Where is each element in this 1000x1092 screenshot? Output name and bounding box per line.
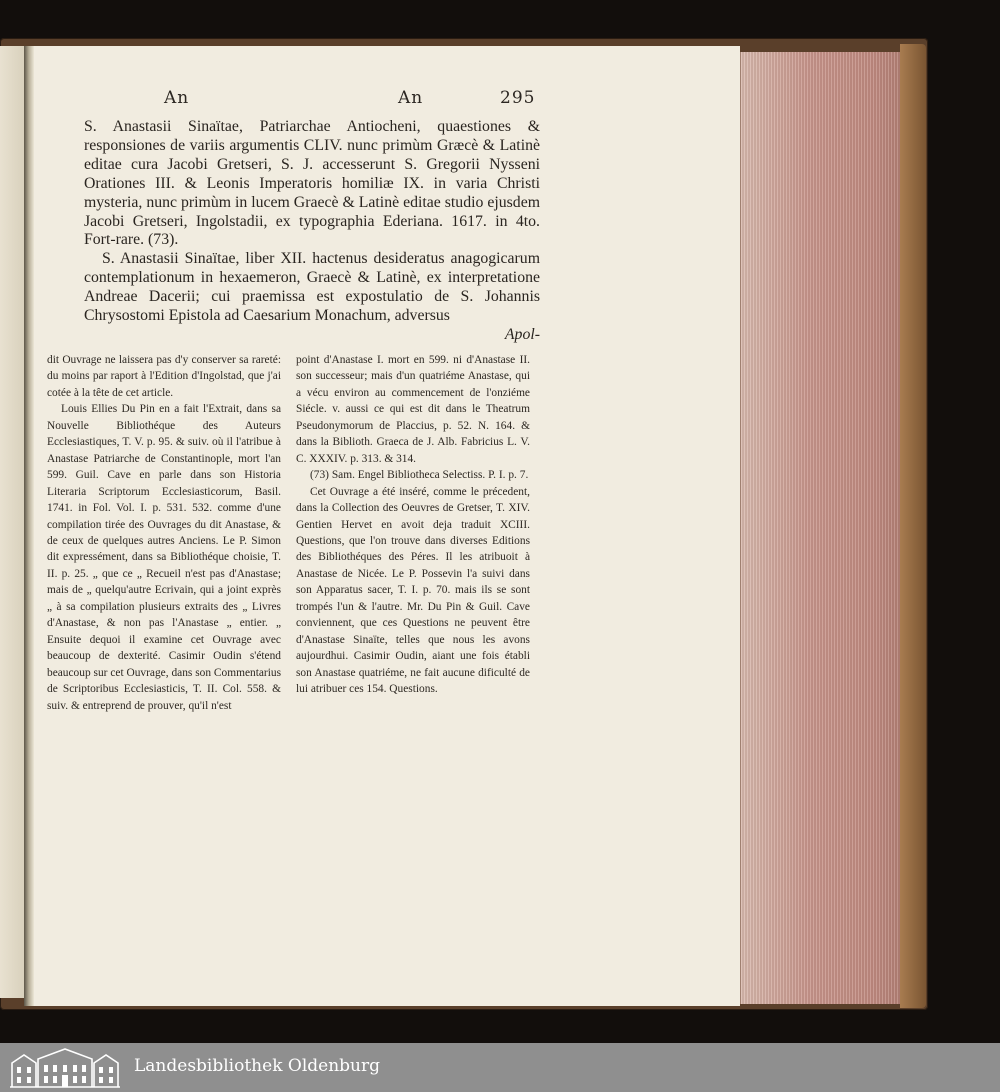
library-building-icon	[8, 1045, 122, 1089]
left-note-column	[47, 352, 281, 714]
left-note-paragraph-1: dit Ouvrage ne laissera pas d'y conserver sa rareté: du moins par raport à l'Edition d'Ingolstad, que j'ai cotée à la tête de cet article.	[47, 354, 281, 399]
entry-paragraph-1: S. Anastasii Sinaïtae, Patriarchae Antiocheni, quaestiones & responsiones de variis argumentis CLIV. nunc primùm Græcè & Latinè editae cura Jacobi Gretseri, S. J. accesserunt S. Gregorii Nysseni Orationes III. & Leonis Imperatoris homiliæ IX. in varia Christi mysteria, nunc primùm in lucem Graecè & Latinè editae studio ejusdem Jacobi Gretseri, Ingolstadii, ex typographia Ederiana. 1617. in 4to. Fort-rare. (73).	[84, 118, 540, 249]
catchword: Apol-	[504, 325, 540, 343]
left-note-paragraph-2: Louis Ellies Du Pin en a fait l'Extrait, dans sa Nouvelle Bibliothéque des Auteurs Ecclesiastiques, T. V. p. 95. & suiv. où il l'atribue à Anastase Patriarche de Constantinople, mort l'an 599. Guil. Cave en parle dans son Historia Literaria Scriptorum Ecclesiasticorum, Basil. 1741. in Fol. Vol. I. p. 531. 532. comme d'une compilation tirée des Ouvrages du dit Anastase, & de ceux de quelques autres Anciens. Le P. Simon dit expressément, dans sa Bibliothéque choisie, T. II. p. 25. „ que ce „ Recueil n'est pas d'Anastase; mais de „ quelqu'autre Ecrivain, qui a joint exprès „ à sa compilation plusieurs extraits des „ Livres d'Anastase, & non pas l'Anastase „ entier. „ Ensuite dequoi il examine cet Ouvrage avec beaucoup de dexterité. Casimir Oudin s'étend beaucoup sur cet Ouvrage, dans son Commentarius de Scriptoribus Ecclesiasticis, T. II. Col. 558. & suiv. & entreprend de prouver, qu'il n'est	[47, 403, 281, 712]
right-note-paragraph-1: point d'Anastase I. mort en 599. ni d'Anastase II. son successeur; mais d'un quatriéme Anastase, qui a vécu environ au commencement de l'onziéme Siécle. v. aussi ce qui est dit dans le Theatrum Pseudonymorum de Placcius, p. 52. N. 164. & dans la Biblioth. Graeca de J. Alb. Fabricius L. V. C. XXXIV. p. 313. & 314.	[296, 354, 530, 465]
running-head-left: An	[164, 88, 190, 108]
book-gutter	[24, 46, 34, 1006]
main-entry-text	[84, 118, 540, 345]
library-name: Landesbibliothek Oldenburg	[134, 1056, 381, 1076]
page-number: 295	[500, 88, 536, 108]
page-block-edge	[740, 52, 909, 1004]
library-footer-bar	[0, 1043, 1000, 1092]
running-head-center: An	[398, 88, 424, 108]
right-note-paragraph-2: (73) Sam. Engel Bibliotheca Selectiss. P. I. p. 7.	[310, 469, 529, 482]
book-spine-edge	[900, 44, 926, 1008]
right-note-paragraph-3: Cet Ouvrage a été inséré, comme le précedent, dans la Collection des Oeuvres de Gretser, T. XIV. Gentien Hervet en avoit deja traduit XCIII. Questions, que l'on trouve dans diverses Editions des Bibliothéques des Péres. Il les atribuoit à Anastase de Nicée. Le P. Possevin l'a suivi dans son Apparatus sacer, T. I. p. 70. mais ils se sont trompés l'un & l'autre. Mr. Du Pin & Guil. Cave conviennent, que ces Questions ne peuvent être d'Anastase Sinaïte, telles que nous les avons aujourdhui. Casimir Oudin, aiant une fois établi son Anastase quatriéme, ne fait aucune dificulté de lui atribuer ces 154. Questions.	[296, 485, 530, 696]
entry-paragraph-2: S. Anastasii Sinaïtae, liber XII. hactenus desideratus anagogicarum contemplationum in hexaemeron, Graecè & Latinè, ex interpretatione Andreae Dacerii; cui praemissa est expostulatio de S. Johannis Chrysostomi Epistola ad Caesarium Monachum, adversus	[84, 250, 540, 325]
left-page-edge	[0, 46, 25, 998]
right-note-column	[296, 352, 530, 698]
